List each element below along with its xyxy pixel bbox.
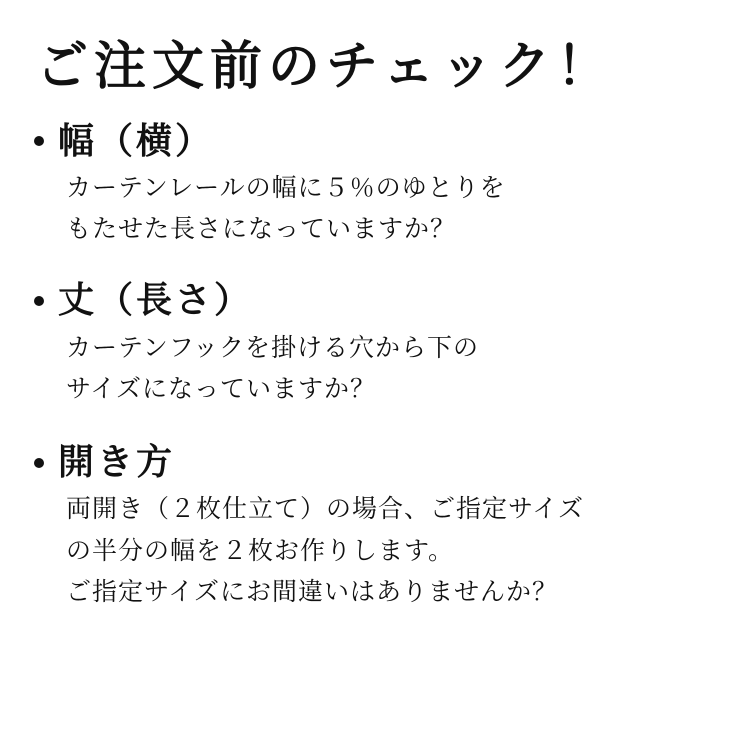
- section-length-line-1: カーテンフックを掛ける穴から下の: [66, 332, 480, 362]
- section-opening: [30, 441, 706, 612]
- section-length: [30, 279, 706, 409]
- section-opening-body: [66, 488, 706, 612]
- section-width-body: [66, 167, 706, 250]
- section-length-body: [66, 327, 706, 410]
- section-opening-heading-row: [34, 441, 706, 484]
- page-title: ご注文前のチェック！: [36, 37, 615, 97]
- section-width: [30, 120, 706, 250]
- section-width-heading-row: [34, 120, 706, 163]
- section-length-line-2: サイズになっていますか？: [66, 373, 377, 403]
- bullet-icon: [34, 296, 44, 306]
- section-opening-line-2: の半分の幅を２枚お作りします。: [66, 535, 455, 565]
- section-opening-line-1: 両開き（２枚仕立て）の場合、ご指定サイズ: [66, 494, 585, 524]
- section-opening-title: 開き方: [58, 442, 176, 484]
- section-length-heading-row: [34, 279, 706, 322]
- section-length-title: 丈（長さ）: [58, 280, 254, 322]
- section-width-line-2: もたせた長さになっていますか？: [66, 214, 457, 244]
- bullet-icon: [34, 136, 44, 146]
- section-width-title: 幅（横）: [58, 120, 215, 162]
- section-width-line-1: カーテンレールの幅に５％のゆとりを: [66, 172, 506, 202]
- bullet-icon: [34, 458, 44, 468]
- section-opening-line-3: ご指定サイズにお間違いはありませんか？: [66, 576, 559, 606]
